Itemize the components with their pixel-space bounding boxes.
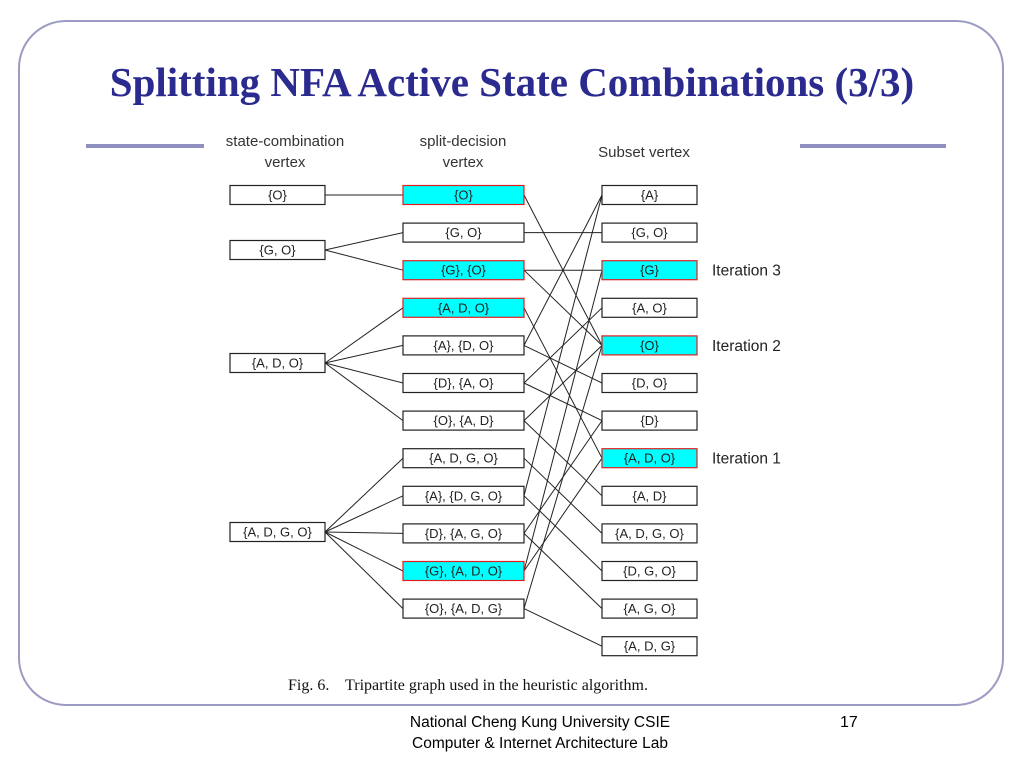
- edge-s4-d10: [325, 532, 403, 533]
- vertex-label: {O}, {A, D, G}: [424, 601, 503, 617]
- footer-lab: Computer & Internet Architecture Lab: [412, 735, 668, 752]
- vertex-label: {O}, {A, D}: [433, 413, 494, 429]
- edge-s4-d11: [325, 532, 403, 571]
- edge-s2-d3: [325, 250, 403, 270]
- vertex-label: {A}, {D, G, O}: [424, 488, 503, 504]
- split-vertex-d6: [403, 374, 524, 393]
- slide-title: Splitting NFA Active State Combinations (3/3): [109, 59, 915, 105]
- subset-vertex-t9: [602, 486, 697, 505]
- vertex-label: {A}, {D, O}: [433, 337, 494, 353]
- subset-vertex-t7: [602, 411, 697, 430]
- edge-s4-d8: [325, 458, 403, 532]
- subset-vertex-t12: [602, 599, 697, 618]
- vertex-label: {A, D, O}: [251, 355, 304, 371]
- vertex-label: {A, O}: [632, 300, 667, 316]
- subset-vertex-t5: [602, 336, 697, 355]
- vertex-label: {A, D}: [632, 488, 667, 504]
- vertex-label: {A, D, O}: [623, 450, 676, 466]
- edge-d6-t7: [524, 383, 602, 421]
- vertex-label: {G, O}: [259, 242, 296, 258]
- split-vertex-d12: [403, 599, 524, 618]
- vertex-label: {G}: [640, 262, 659, 278]
- column-headers: [226, 133, 691, 171]
- split-vertex-d4: [403, 298, 524, 317]
- edge-d7-t5: [524, 345, 602, 420]
- subset-vertex-t11: [602, 562, 697, 581]
- vertex-label: {O}: [454, 187, 473, 203]
- footer: [340, 712, 740, 754]
- subset-vertex-t13: [602, 637, 697, 656]
- figure-caption: Fig. 6. Tripartite graph used in the heuristic algorithm.: [288, 677, 648, 694]
- state-vertex-s3: [230, 354, 325, 373]
- edge-d12-t5: [524, 345, 602, 608]
- vertex-label: {A, D, G}: [623, 638, 676, 654]
- vertex-label: {A, D, G, O}: [429, 450, 498, 466]
- vertex-label: {G, O}: [445, 225, 482, 241]
- split-vertex-d11: [403, 562, 524, 581]
- vertex-label: {D, G, O}: [623, 563, 676, 579]
- edge-d9-t1: [524, 195, 602, 496]
- iteration-label-1: Iteration 3: [712, 262, 781, 280]
- iteration-label-3: Iteration 1: [712, 450, 781, 468]
- edge-d10-t12: [524, 533, 602, 608]
- edge-d8-t10: [524, 458, 602, 533]
- vertex-label: {D}, {A, G, O}: [424, 525, 503, 541]
- vertex-label: {G}, {O}: [441, 262, 486, 278]
- edge-s3-d6: [325, 363, 403, 383]
- header-state-combination-line2: vertex: [264, 154, 306, 171]
- header-state-combination-line1: state-combination: [225, 133, 345, 150]
- vertex-label: {A}: [640, 187, 659, 203]
- vertex-label: {D}: [640, 413, 659, 429]
- edge-s2-d2: [325, 233, 403, 250]
- vertex-label: {O}: [268, 187, 287, 203]
- edge-s4-d12: [325, 532, 403, 609]
- edge-s4-d9: [325, 496, 403, 532]
- subset-vertex-t2: [602, 223, 697, 242]
- vertex-label: {A, D, G, O}: [615, 525, 684, 541]
- vertex-label: {O}: [640, 337, 659, 353]
- edge-d11-t3: [524, 270, 602, 571]
- state-vertex-s4: [230, 523, 325, 542]
- subset-vertex-t4: [602, 298, 697, 317]
- split-vertex-d9: [403, 486, 524, 505]
- vertex-label: {G, O}: [631, 225, 668, 241]
- edge-d3-t5: [524, 270, 602, 345]
- split-vertex-d5: [403, 336, 524, 355]
- vertex-label: {G}, {A, D, O}: [424, 563, 503, 579]
- split-vertex-d10: [403, 524, 524, 543]
- split-vertex-d7: [403, 411, 524, 430]
- iteration-label-2: Iteration 2: [712, 337, 781, 355]
- vertex-label: {A, D, G, O}: [243, 524, 312, 540]
- vertex-label: {D}, {A, O}: [433, 375, 494, 391]
- edge-s3-d4: [325, 308, 403, 363]
- edge-d11-t8: [524, 458, 602, 571]
- split-vertex-d3: [403, 261, 524, 280]
- header-split-decision-line2: vertex: [442, 154, 484, 171]
- split-vertex-d8: [403, 449, 524, 468]
- edge-d5-t6: [524, 345, 602, 383]
- edge-d9-t11: [524, 496, 602, 571]
- subset-vertex-t3: [602, 261, 697, 280]
- iteration-labels: [712, 263, 781, 468]
- footer-university: National Cheng Kung University CSIE: [409, 714, 671, 731]
- subset-vertex-t10: [602, 524, 697, 543]
- vertex-label: {A, D, O}: [437, 300, 490, 316]
- subset-vertex-t8: [602, 449, 697, 468]
- state-vertex-s2: [230, 241, 325, 260]
- vertex-label: {D, O}: [631, 375, 668, 391]
- state-vertex-s1: [230, 186, 325, 205]
- split-vertex-d1: [403, 186, 524, 205]
- split-vertex-d2: [403, 223, 524, 242]
- graph-nodes: [230, 186, 697, 656]
- subset-vertex-t6: [602, 374, 697, 393]
- edge-s3-d7: [325, 363, 403, 421]
- header-split-decision-line1: split-decision: [419, 133, 507, 150]
- header-subset-vertex: Subset vertex: [598, 144, 690, 161]
- edge-d12-t13: [524, 609, 602, 647]
- page-number: 17: [840, 714, 858, 731]
- subset-vertex-t1: [602, 186, 697, 205]
- vertex-label: {A, G, O}: [623, 601, 676, 617]
- edge-d7-t9: [524, 421, 602, 496]
